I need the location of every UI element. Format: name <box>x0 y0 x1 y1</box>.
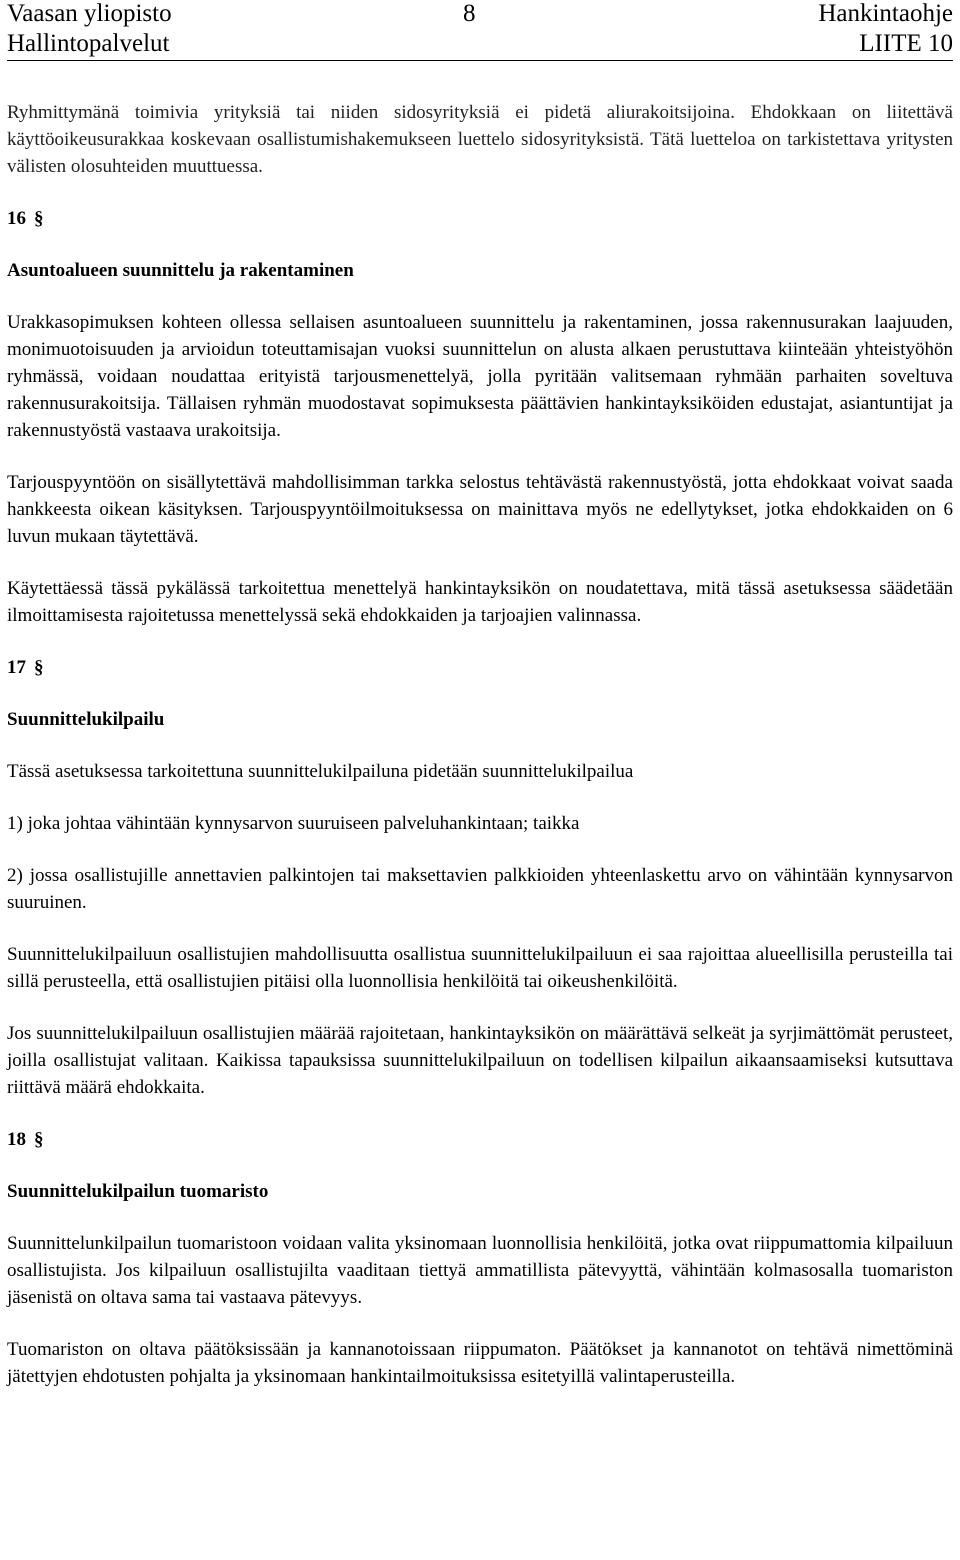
intro-paragraph: Ryhmittymänä toimivia yrityksiä tai niiden sidosyrityksiä ei pidetä aliurakoitsijoina. Ehdokkaan on liitettävä käyttöoikeusurakkaa koskevaan osallistumishakemukseen luettelo sidosyrityksistä. Tätä luetteloa on tarkistettava yritysten välisten olosuhteiden muuttuessa. <box>7 102 953 177</box>
header-department: Hallintopalvelut <box>7 30 170 57</box>
document-body <box>7 99 953 1390</box>
section-18-heading-number <box>7 1126 953 1153</box>
section-symbol: § <box>34 208 44 229</box>
section-17-number: 17 <box>7 657 26 678</box>
page-number: 8 <box>463 0 476 27</box>
section-18-paragraph-2: Tuomariston on oltava päätöksissään ja kannanotoissaan riippumaton. Päätökset ja kannanotot on tehtävä nimettöminä jätettyjen ehdotusten pohjalta ja yksinomaan hankintailmoituksissa esitetyillä valintaperusteilla. <box>7 1339 953 1387</box>
section-17-paragraph-1: Tässä asetuksessa tarkoitettuna suunnittelukilpailuna pidetään suunnittelukilpailua <box>7 761 634 782</box>
section-16-number: 16 <box>7 208 26 229</box>
section-17-paragraph-3: 2) jossa osallistujille annettavien palkintojen tai maksettavien palkkioiden yhteenlaskettu arvo on vähintään kynnysarvon suuruinen. <box>7 865 953 913</box>
section-18-title: Suunnittelukilpailun tuomaristo <box>7 1181 269 1202</box>
section-16-paragraph-3: Käytettäessä tässä pykälässä tarkoitettua menettelyä hankintayksikön on noudatettava, mitä tässä asetuksessa säädetään ilmoittamisesta rajoitetussa menettelyssä sekä ehdokkaiden ja tarjoajien valinnassa. <box>7 578 953 626</box>
section-18-number: 18 <box>7 1129 26 1150</box>
header-appendix-label: LIITE 10 <box>859 30 953 57</box>
section-17-paragraph-4: Suunnittelukilpailuun osallistujien mahdollisuutta osallistua suunnittelukilpailuun ei saa rajoittaa alueellisilla perusteilla tai sillä perusteella, että osallistujien pitäisi olla luonnollisia henkilöitä tai oikeushenkilöitä. <box>7 944 953 992</box>
section-18-paragraph-1: Suunnittelunkilpailun tuomaristoon voidaan valita yksinomaan luonnollisia henkilöitä, jotka ovat riippumattomia kilpailuun osallistujista. Jos kilpailuun osallistujilta vaaditaan tiettyä ammatillista pätevyyttä, vähintään kolmasosalla tuomariston jäsenistä on oltava sama tai vastaava pätevyys. <box>7 1233 953 1308</box>
header-document-title: Hankintaohje <box>818 0 953 27</box>
section-16-paragraph-1: Urakkasopimuksen kohteen ollessa sellaisen asuntoalueen suunnittelu ja rakentaminen, jossa rakennusurakan laajuuden, monimuotoisuuden ja arvioidun toteuttamisajan vuoksi suunnittelun on alusta alkaen perustuttava kiinteään yhteistyöhön ryhmässä, voidaan noudattaa erityistä tarjousmenettelyä, jolla pyritään valitsemaan ryhmään parhaiten soveltuva rakennusurakoitsija. Tällaisen ryhmän muodostavat sopimuksesta päättävien hankintayksiköiden edustajat, asiantuntijat ja rakennustyöstä vastaava urakoitsija. <box>7 312 953 441</box>
section-symbol: § <box>34 657 44 678</box>
section-17-paragraph-5: Jos suunnittelukilpailuun osallistujien määrää rajoitetaan, hankintayksikön on määrättävä selkeät ja syrjimättömät perusteet, joilla osallistujat valitaan. Kaikissa tapauksissa suunnittelukilpailuun on todellisen kilpailun aikaansaamiseksi kutsuttava riittävä määrä ehdokkaita. <box>7 1023 953 1098</box>
section-17-paragraph-2: 1) joka johtaa vähintään kynnysarvon suuruiseen palveluhankintaan; taikka <box>7 813 580 834</box>
header-organization: Vaasan yliopisto <box>7 0 172 27</box>
section-symbol: § <box>34 1129 44 1150</box>
section-16-heading-number <box>7 205 953 232</box>
section-16-title: Asuntoalueen suunnittelu ja rakentaminen <box>7 260 354 281</box>
section-17-heading-number <box>7 654 953 681</box>
section-17-title: Suunnittelukilpailu <box>7 709 165 730</box>
section-16-paragraph-2: Tarjouspyyntöön on sisällytettävä mahdollisimman tarkka selostus tehtävästä rakennustyöstä, jotta ehdokkaat voivat saada hankkeesta oikean käsityksen. Tarjouspyyntöilmoituksessa on mainittava myös ne edellytykset, jotka ehdokkaiden on 6 luvun mukaan täytettävä. <box>7 472 953 547</box>
page-header <box>7 0 953 61</box>
